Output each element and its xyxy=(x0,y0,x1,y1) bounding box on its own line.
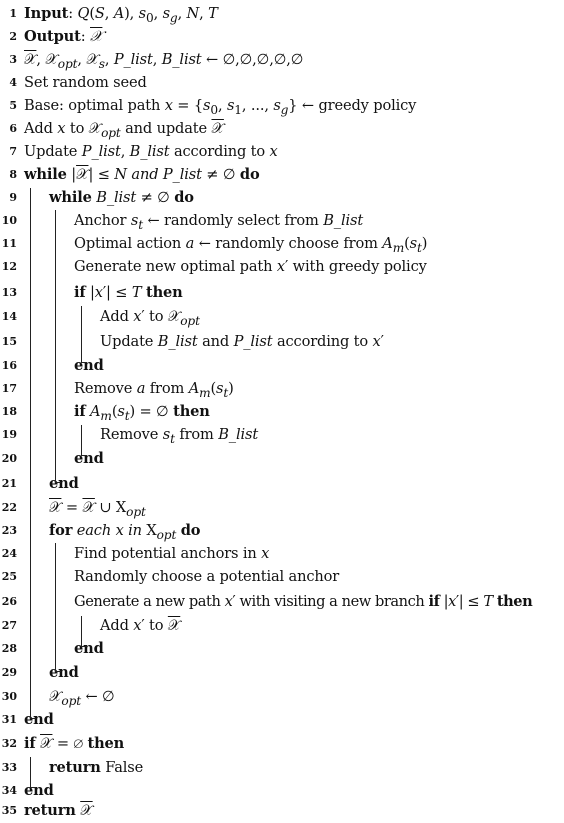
line-text: 𝒳, 𝒳$_{opt}$, 𝒳$_s$, P_list, B_list ← ∅,∅,∅,∅,∅ xyxy=(24,51,304,71)
line-text: Remove $s_t$ from B_list xyxy=(100,426,259,446)
algorithm-line xyxy=(0,447,564,471)
line-number: 5 xyxy=(9,99,17,112)
algorithm-line xyxy=(0,48,564,72)
line-number: 21 xyxy=(1,477,17,490)
line-text: Find potential anchors in x xyxy=(74,545,270,562)
line-number: 29 xyxy=(1,666,17,679)
line-number: 27 xyxy=(1,619,17,632)
line-number: 8 xyxy=(9,168,17,181)
line-text: Optimal action a ← randomly choose from $A_m(s_t)$ xyxy=(74,235,428,255)
line-text: end xyxy=(49,664,79,681)
algorithm-line xyxy=(0,2,564,26)
block-bar-while-outer xyxy=(30,188,31,718)
line-text: if $A_m(s_t)$ = ∅ then xyxy=(74,403,210,423)
line-text: return 𝒳 xyxy=(24,802,93,819)
line-number: 31 xyxy=(1,713,17,726)
algorithm-line xyxy=(0,423,564,447)
algorithm-line xyxy=(0,732,564,756)
algorithm-line xyxy=(0,209,564,233)
line-number: 33 xyxy=(1,761,17,774)
line-text: if 𝒳 = ∅ then xyxy=(24,735,125,752)
line-number: 32 xyxy=(1,737,17,750)
algorithm-line xyxy=(0,232,564,256)
algorithm-line xyxy=(0,590,564,614)
line-number: 10 xyxy=(1,214,17,227)
line-text: Update B_list and P_list according to x′ xyxy=(100,333,384,350)
line-text: 𝒳$_{opt}$ ← ∅ xyxy=(49,688,115,708)
line-number: 35 xyxy=(1,804,17,817)
line-text: return False xyxy=(49,759,144,776)
algorithm-line xyxy=(0,661,564,685)
line-number: 17 xyxy=(1,382,17,395)
line-text: Output: 𝒳 xyxy=(24,28,103,45)
line-text: Add x′ to 𝒳$_{opt}$ xyxy=(100,308,200,328)
algorithm-line xyxy=(0,708,564,732)
algorithm-line xyxy=(0,354,564,378)
line-text: for each x in $X_{opt}$ do xyxy=(49,522,201,542)
line-number: 25 xyxy=(1,570,17,583)
algorithm-line xyxy=(0,25,564,49)
block-tick xyxy=(30,787,36,788)
line-text: while B_list ≠ ∅ do xyxy=(49,189,194,206)
line-number: 13 xyxy=(1,286,17,299)
line-number: 2 xyxy=(9,30,17,43)
algorithm-line xyxy=(0,117,564,141)
line-text: end xyxy=(24,782,54,799)
algorithm-line xyxy=(0,565,564,589)
line-text: Randomly choose a potential anchor xyxy=(74,568,340,585)
line-number: 24 xyxy=(1,547,17,560)
block-tick xyxy=(30,718,36,719)
algorithm-line xyxy=(0,799,564,823)
line-text: if |x′| ≤ T then xyxy=(74,284,183,301)
algorithm-line xyxy=(0,255,564,279)
line-text: end xyxy=(74,357,104,374)
line-number: 26 xyxy=(1,595,17,608)
block-bar-for xyxy=(55,543,56,671)
algorithm-line xyxy=(0,305,564,329)
algorithm-line xyxy=(0,496,564,520)
line-number: 28 xyxy=(1,642,17,655)
line-number: 11 xyxy=(1,237,17,250)
algorithm-line xyxy=(0,186,564,210)
line-number: 18 xyxy=(1,405,17,418)
line-number: 7 xyxy=(9,145,17,158)
algorithm-line xyxy=(0,685,564,709)
algorithm-line xyxy=(0,377,564,401)
line-text: end xyxy=(24,711,54,728)
line-text: Input: Q(S, A), $s_0$, $s_g$, N, T xyxy=(24,5,218,25)
line-number: 6 xyxy=(9,122,17,135)
algorithm-line xyxy=(0,637,564,661)
algorithm-line xyxy=(0,756,564,780)
algorithm-line xyxy=(0,400,564,424)
algorithm-line xyxy=(0,330,564,354)
line-number: 20 xyxy=(1,452,17,465)
line-text: Remove a from $A_m(s_t)$ xyxy=(74,380,234,400)
block-bar-if xyxy=(81,306,82,362)
line-number: 1 xyxy=(9,7,17,20)
line-number: 14 xyxy=(1,310,17,323)
line-text: end xyxy=(74,640,104,657)
line-text: Update P_list, B_list according to x xyxy=(24,143,278,160)
algorithm-line xyxy=(0,163,564,187)
line-number: 19 xyxy=(1,428,17,441)
block-bar-if xyxy=(81,425,82,455)
block-tick xyxy=(81,455,87,456)
block-bar-if xyxy=(30,757,31,787)
line-text: Generate new optimal path x′ with greedy policy xyxy=(74,258,427,275)
line-number: 16 xyxy=(1,359,17,372)
line-number: 12 xyxy=(1,260,17,273)
line-text: Base: optimal path $x = \{s_0$, $s_1$, ..., $s_g$} ← greedy policy xyxy=(24,97,417,117)
algorithm-line xyxy=(0,472,564,496)
line-number: 15 xyxy=(1,335,17,348)
algorithm-line xyxy=(0,140,564,164)
line-number: 22 xyxy=(1,501,17,514)
line-text: Add x′ to 𝒳 xyxy=(100,617,181,634)
line-text: end xyxy=(74,450,104,467)
algorithm-line xyxy=(0,614,564,638)
block-bar-while-inner xyxy=(55,210,56,482)
block-tick xyxy=(55,671,61,672)
algorithm-line xyxy=(0,94,564,118)
line-number: 23 xyxy=(1,524,17,537)
line-number: 34 xyxy=(1,784,17,797)
block-tick xyxy=(81,362,87,363)
line-number: 4 xyxy=(9,76,17,89)
line-text: Anchor $s_t$ ← randomly select from B_list xyxy=(74,212,364,232)
line-text: Add x to 𝒳$_{opt}$ and update 𝒳 xyxy=(24,120,224,140)
algorithm-line xyxy=(0,519,564,543)
line-text: end xyxy=(49,475,79,492)
line-number: 3 xyxy=(9,53,17,66)
algorithm-line xyxy=(0,542,564,566)
algorithm-line xyxy=(0,281,564,305)
block-bar-if xyxy=(81,616,82,646)
block-tick xyxy=(81,646,87,647)
line-number: 9 xyxy=(9,191,17,204)
algorithm-line xyxy=(0,71,564,95)
line-text: Generate a new path x′ with visiting a new branch if |x′| ≤ T then xyxy=(74,593,533,610)
line-text: Set random seed xyxy=(24,74,147,91)
block-tick xyxy=(55,482,61,483)
line-text: 𝒳 = 𝒳 ∪ $X_{opt}$ xyxy=(49,499,146,519)
line-text: while |𝒳| ≤ N and P_list ≠ ∅ do xyxy=(24,166,260,183)
line-number: 30 xyxy=(1,690,17,703)
